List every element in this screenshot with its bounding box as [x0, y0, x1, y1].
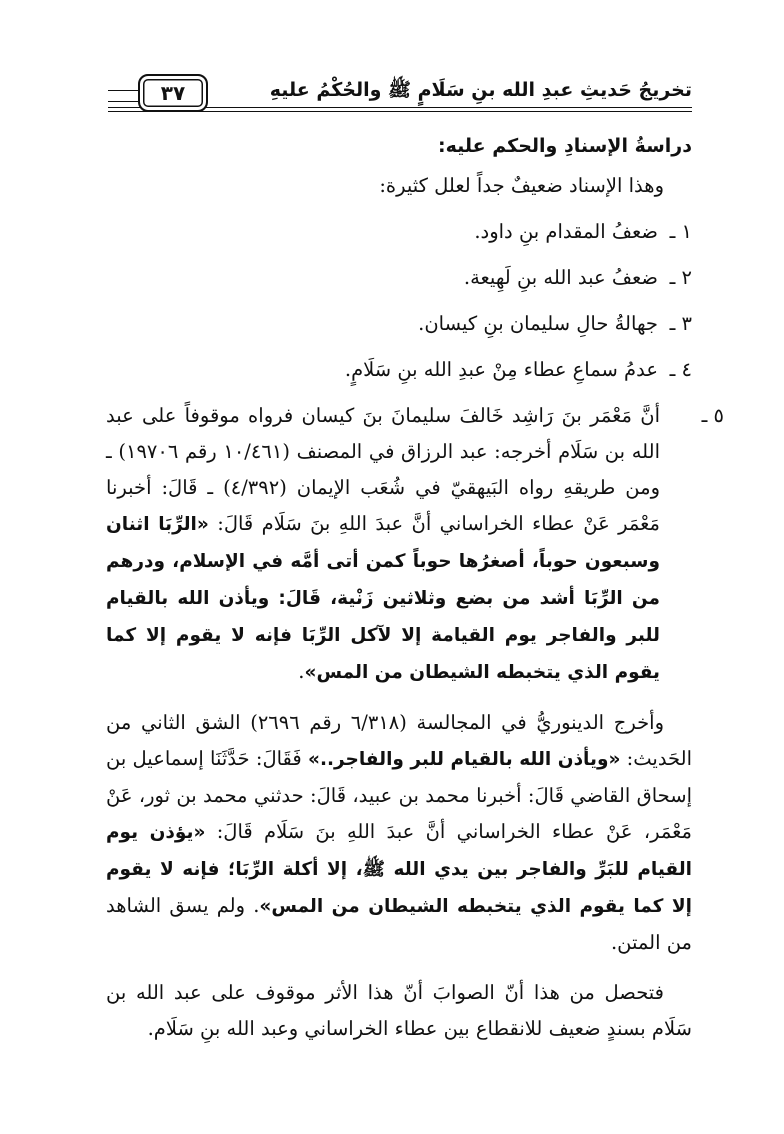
conclusion-paragraph: فتحصل من هذا أنّ الصوابَ أنّ هذا الأثر موقوف على عبد الله بن سَلَام بسندٍ ضعيف للانقطاع بين عطاء الخراساني وعبد الله بنِ سَلَام. [106, 981, 692, 1040]
list-item-text: ضعفُ عبد الله بنِ لَهِيعة. [463, 266, 658, 289]
list-item-number: ٣ ـ [669, 312, 692, 335]
list-item-text: ضعفُ المقدام بنِ داود. [474, 220, 658, 243]
list-item [106, 352, 692, 388]
para2-quote-1: «ويأذن الله بالقيام للبر والفاجر..» [308, 749, 621, 770]
para2-text-1: وأخرج الدينوريُّ في المجالسة (٦/٣١٨ رقم ٢٦٩٦) الشق الثاني من الحَديث: [106, 711, 692, 770]
list-item-number: ٢ ـ [669, 266, 692, 289]
para2-quote-2: «يؤذن يوم القيام للبَرِّ والفاجر بين يدي الله ﷺ، إلا أكلة الرِّبَا؛ فإنه لا يقوم إلا كما يقوم الذي يتخبطه الشيطان من المس» [106, 822, 692, 917]
intro-paragraph: وهذا الإسناد ضعيفٌ جداً لعلل كثيرة: [379, 174, 664, 197]
list-item [106, 260, 692, 296]
section-heading: دراسةُ الإسنادِ والحكم عليه: [438, 135, 692, 157]
list-item [106, 306, 692, 342]
list-item-5 [106, 398, 724, 691]
dinawari-paragraph [106, 705, 692, 961]
para2-text-2: فَقَالَ: حَدَّثَنَا إسماعيل بن إسحاق القاضي قَالَ: أخبرنا محمد بن عبيد، قَالَ: حدثني محمد بن ثور، عَنْ مَعْمَر، عَنْ عطاء الخراساني أنَّ عبدَ اللهِ بنَ سَلَام قَالَ: [106, 747, 692, 843]
page-header [108, 74, 692, 118]
list-item [106, 214, 692, 250]
item5-end: . [298, 660, 305, 683]
para2-text-3: . ولم يسق الشاهد من المتن. [106, 894, 692, 954]
list-item-number: ١ ـ [669, 220, 692, 243]
list-item-text: جهالةُ حالِ سليمان بنِ كيسان. [418, 312, 658, 335]
item5-text: أنَّ مَعْمَر بنَ رَاشِد خَالفَ سليمانَ بنَ كيسان فرواه موقوفاً على عبد الله بن سَلَام أخرجه: عبد الرزاق في المصنف (١٠/٤٦١ رقم ١٩٧٠٦) ـ ومن طريقهِ رواه البَيهقيّ في شُعَب الإيمان (٤/٣٩٢) ـ قَالَ: أخبرنا مَعْمَر عَنْ عطاء الخراساني أنَّ عبدَ اللهِ بنَ سَلَام قَالَ: [106, 404, 660, 535]
list-item-number: ٤ ـ [669, 358, 692, 381]
page-number-badge: ٣٧ [138, 74, 208, 112]
running-title: تخريجُ حَديثِ عبدِ الله بنِ سَلَامٍ ﷺ والحُكْمُ عليهِ [269, 79, 692, 101]
header-ornament [108, 90, 138, 102]
list-item-number: ٥ ـ [701, 404, 724, 427]
quoted-athar: «الرِّبَا اثنان وسبعون حوباً، أصغرُها حوباً كمن أتى أمَّه في الإسلام، ودرهم من الرِّبَا أشد من بضع وثلاثين زَنْية، قَالَ: ويأذن الله بالقيام للبر والفاجر يوم القيامة إلا لآكل الرِّبَا فإنه لا يقوم إلا كما يقوم الذي يتخبطه الشيطان من المس» [106, 514, 660, 683]
list-item-text: عدمُ سماعِ عطاء مِنْ عبدِ الله بنِ سَلَامٍ. [344, 358, 658, 381]
page-content [106, 128, 724, 1047]
